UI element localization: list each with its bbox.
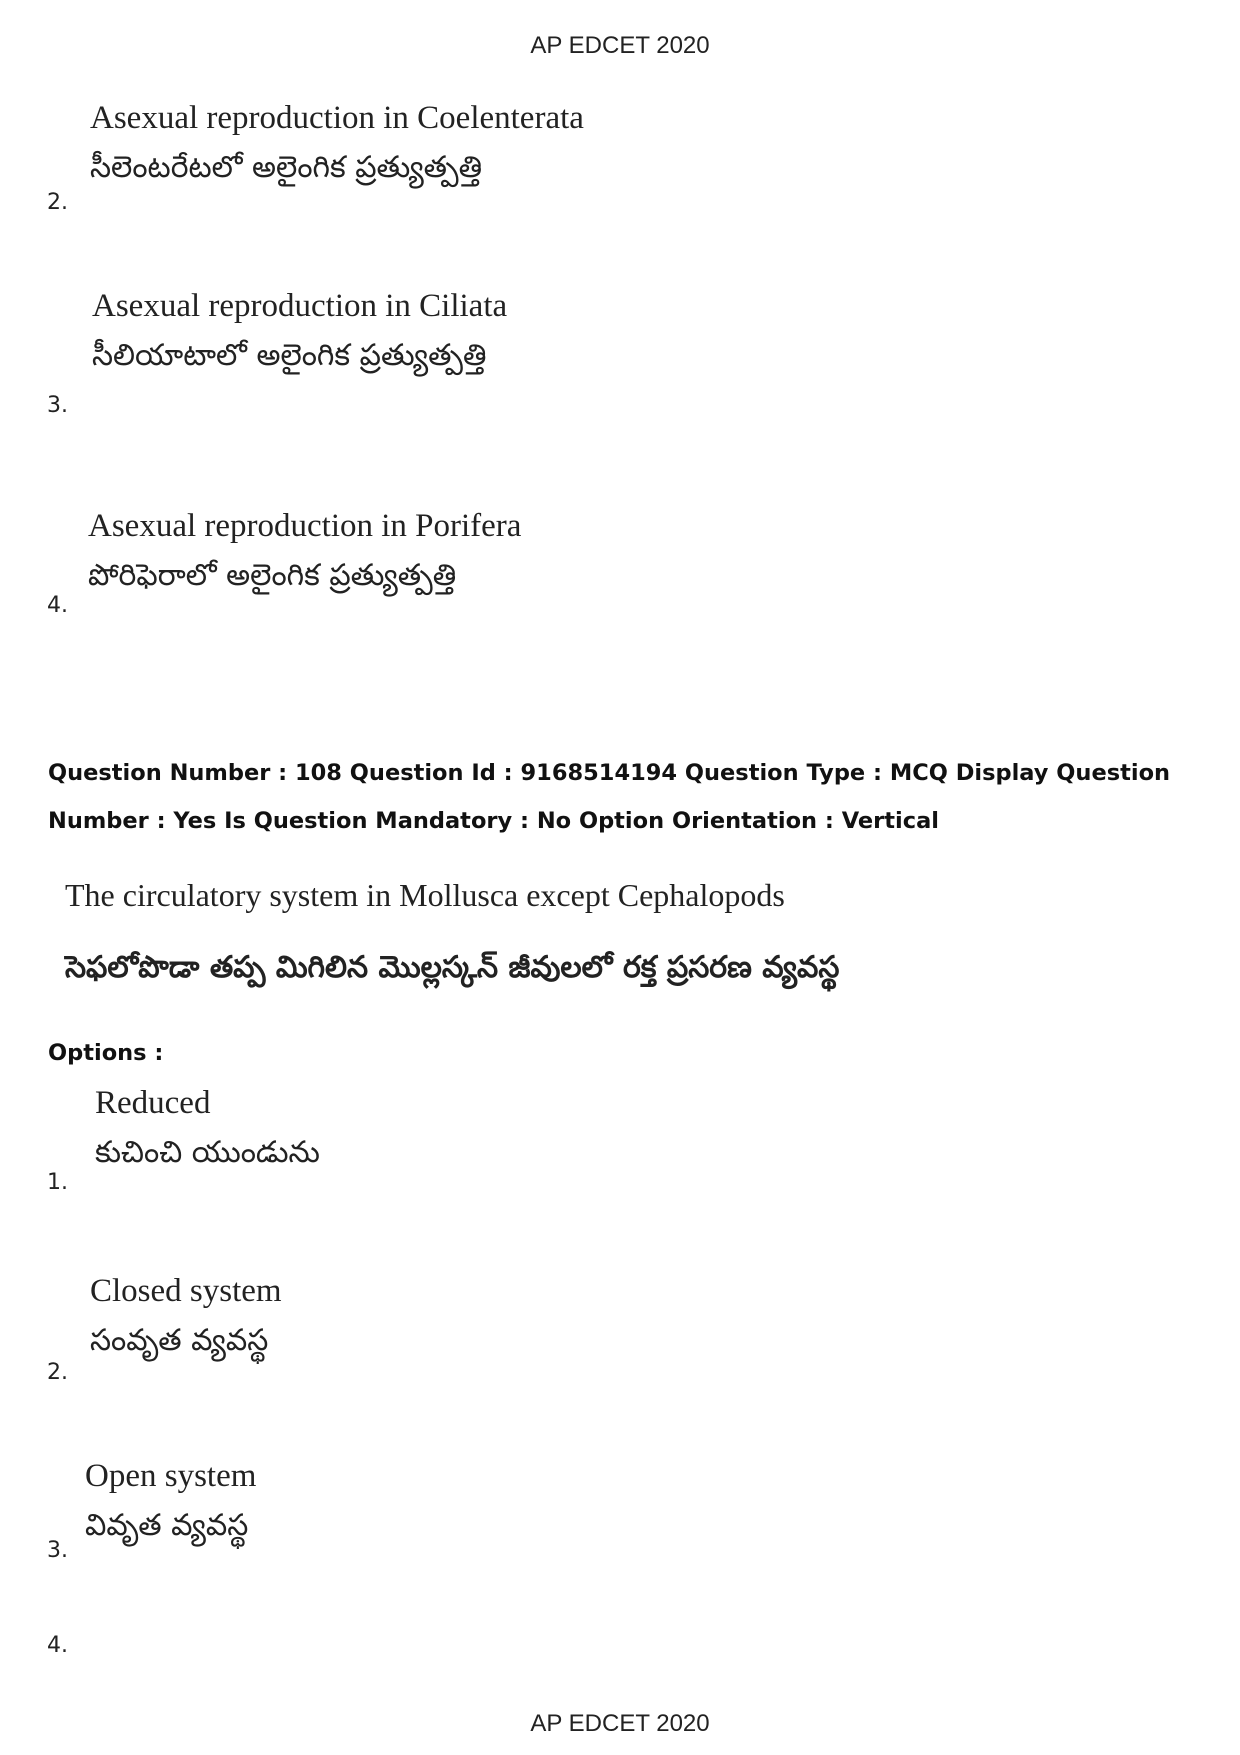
option-1-te: కుచించి యుండును	[95, 1135, 320, 1170]
option-3-en: Open system	[85, 1458, 257, 1494]
prev-option-2-en: Asexual reproduction in Coelenterata	[90, 100, 584, 136]
prev-option-3-number: 3.	[47, 393, 68, 418]
option-3-number: 3.	[47, 1538, 68, 1563]
prev-option-2-te: సీలెంటరేటలో అలైంగిక ప్రత్యుత్పత్తి	[90, 150, 483, 185]
option-2-te: సంవృత వ్యవస్థ	[90, 1323, 269, 1358]
prev-option-3-en: Asexual reproduction in Ciliata	[92, 288, 508, 324]
prev-option-4-en: Asexual reproduction in Porifera	[88, 508, 522, 544]
question-text-en: The circulatory system in Mollusca except Cephalopods	[65, 877, 785, 913]
question-text-te: సెఫలోపొడా తప్ప మిగిలిన మొల్లస్కన్ జీవులలో రక్త ప్రసరణ వ్యవస్థ	[65, 950, 840, 985]
prev-option-3-te: సీలియాటాలో అలైంగిక ప్రత్యుత్పత్తి	[92, 338, 487, 373]
question-meta-line-2: Number : Yes Is Question Mandatory : No Option Orientation : Vertical	[48, 808, 939, 834]
options-label: Options :	[48, 1040, 164, 1066]
prev-option-4-number: 4.	[47, 593, 68, 618]
option-2-number: 2.	[47, 1360, 68, 1385]
question-meta-line-1: Question Number : 108 Question Id : 9168514194 Question Type : MCQ Display Question	[48, 760, 1171, 786]
option-4-number: 4.	[47, 1633, 68, 1658]
page-header: AP EDCET 2020	[530, 32, 710, 59]
option-2-en: Closed system	[90, 1273, 282, 1309]
page-footer: AP EDCET 2020	[530, 1710, 710, 1737]
option-1-en: Reduced	[95, 1085, 211, 1121]
option-1-number: 1.	[47, 1170, 68, 1195]
option-3-te: వివృత వ్యవస్థ	[85, 1508, 249, 1543]
prev-option-4-te: పోరిఫెరాలో అలైంగిక ప్రత్యుత్పత్తి	[88, 558, 457, 593]
prev-option-2-number: 2.	[47, 190, 68, 215]
